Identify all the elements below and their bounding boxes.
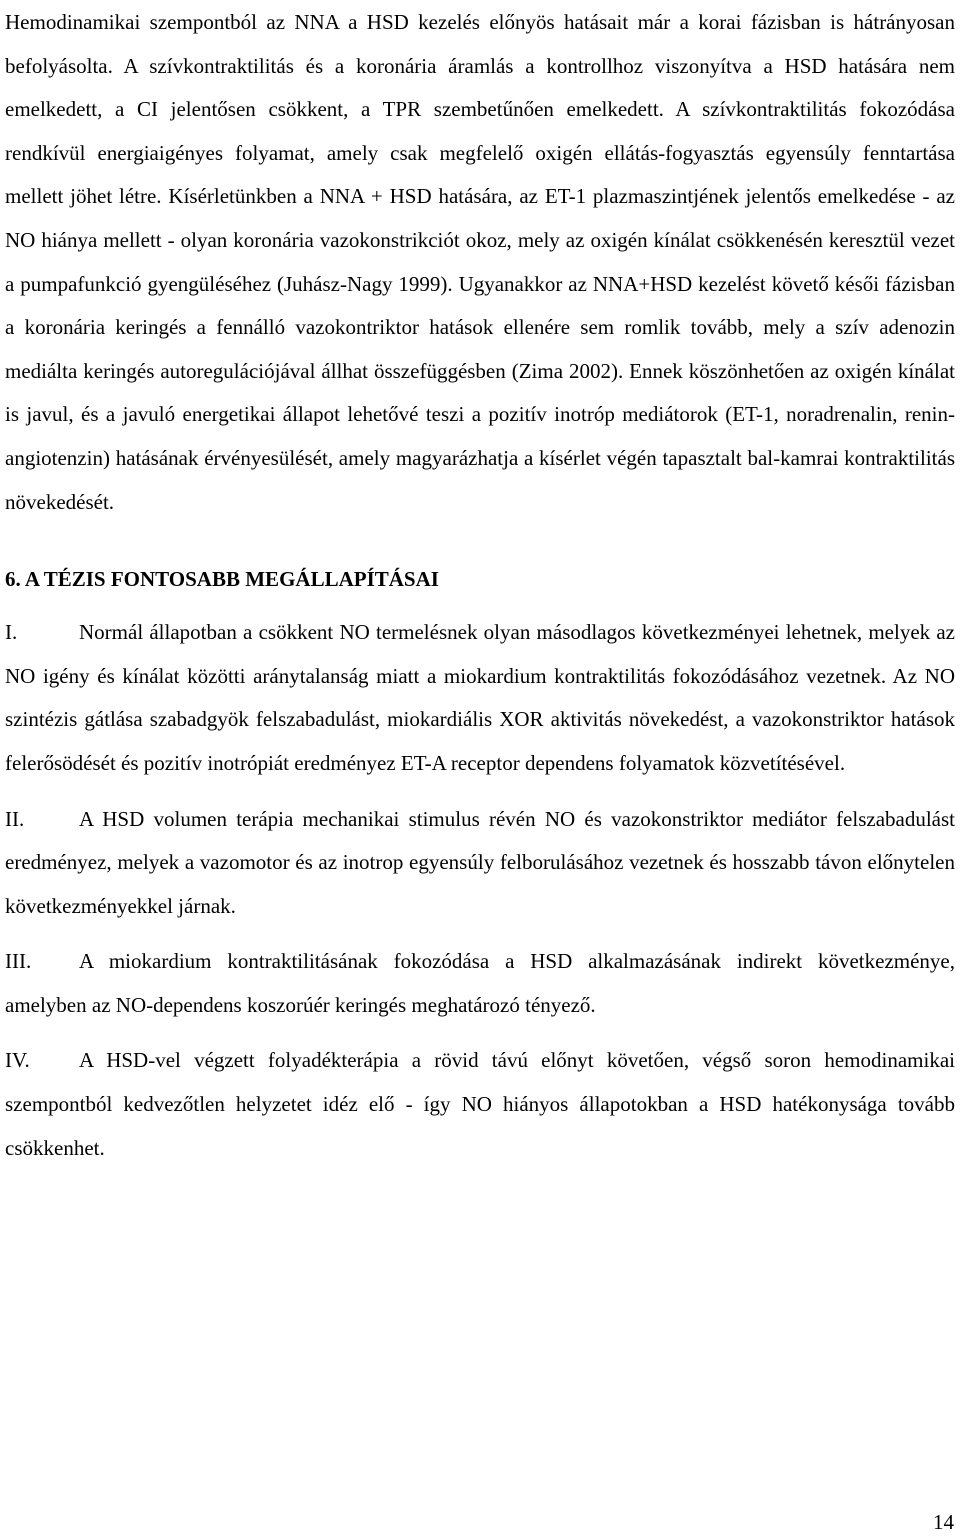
thesis-text: A HSD volumen terápia mechanikai stimulus révén NO és vazokonstriktor mediátor felszabadulást eredményez, melyek a vazomotor és az inotrop egyensúly felborulásához vezetnek és hosszabb távon előnytelen következményekkel járnak. <box>5 806 955 918</box>
section-heading: 6. A TÉZIS FONTOSABB MEGÁLLAPÍTÁSAI <box>5 567 439 592</box>
thesis-text: Normál állapotban a csökkent NO termelésnek olyan másodlagos következményei lehetnek, melyek az NO igény és kínálat közötti aránytalanság miatt a miokardium kontraktilitás fokozódásához vezetnek. Az NO szintézis gátlása szabadgyök felszabadulást, miokardiális XOR aktivitás növekedést, a vazokonstriktor hatások felerősödését és pozitív inotrópiát eredményez ET-A receptor dependens folyamatok közvetítésével. <box>5 620 955 775</box>
thesis-number: IV. <box>5 1048 30 1073</box>
document-page <box>5 0 955 1182</box>
thesis-text: A HSD-vel végzett folyadékterápia a rövid távú előnyt követően, végső soron hemodinamikai szempontból kedvezőtlen helyzetet idéz elő - így NO hiányos állapotokban a HSD hatékonysága tovább csökkenhet. <box>5 1048 955 1160</box>
page-number: 14 <box>933 1510 954 1534</box>
thesis-item <box>5 798 955 929</box>
thesis-number: II. <box>5 806 25 831</box>
thesis-number: III. <box>5 949 32 974</box>
intro-paragraph: Hemodinamikai szempontból az NNA a HSD kezelés előnyös hatásait már a korai fázisban is hátrányosan befolyásolta. A szívkontraktilitás és a koronária áramlás a kontrollhoz viszonyítva a HSD hatására nem emelkedett, a CI jelentősen csökkent, a TPR szembetűnően emelkedett. A szívkontraktilitás fokozódása rendkívül energiaigényes folyamat, amely csak megfelelő oxigén ellátás-fogyasztás egyensúly fenntartása mellett jöhet létre. Kísérletünkben a NNA + HSD hatására, az ET-1 plazmaszintjének jelentős emelkedése - az NO hiánya mellett - olyan koronária vazokonstrikciót okoz, mely az oxigén kínálat csökkenésén keresztül vezet a pumpafunkció gyengüléséhez (Juhász-Nagy 1999). Ugyanakkor az NNA+HSD kezelést követő késői fázisban a koronária keringés a fennálló vazokontriktor hatások ellenére sem romlik tovább, mely a szív adenozin mediálta keringés autoregulációjával állhat összefüggésben (Zima 2002). Ennek köszönhetően az oxigén kínálat is javul, és a javuló energetikai állapot lehetővé teszi a pozitív inotróp mediátorok (ET-1, noradrenalin, renin-angiotenzin) hatásának érvényesülését, amely magyarázhatja a kísérlet végén tapasztalt bal-kamrai kontraktilitás növekedését. <box>5 10 955 514</box>
thesis-text: A miokardium kontraktilitásának fokozódása a HSD alkalmazásának indirekt következménye, amelyben az NO-dependens koszorúér keringés meghatározó tényező. <box>5 949 955 1017</box>
thesis-item <box>5 611 955 785</box>
thesis-number: I. <box>5 620 18 645</box>
thesis-item <box>5 940 955 1027</box>
thesis-item <box>5 1039 955 1170</box>
